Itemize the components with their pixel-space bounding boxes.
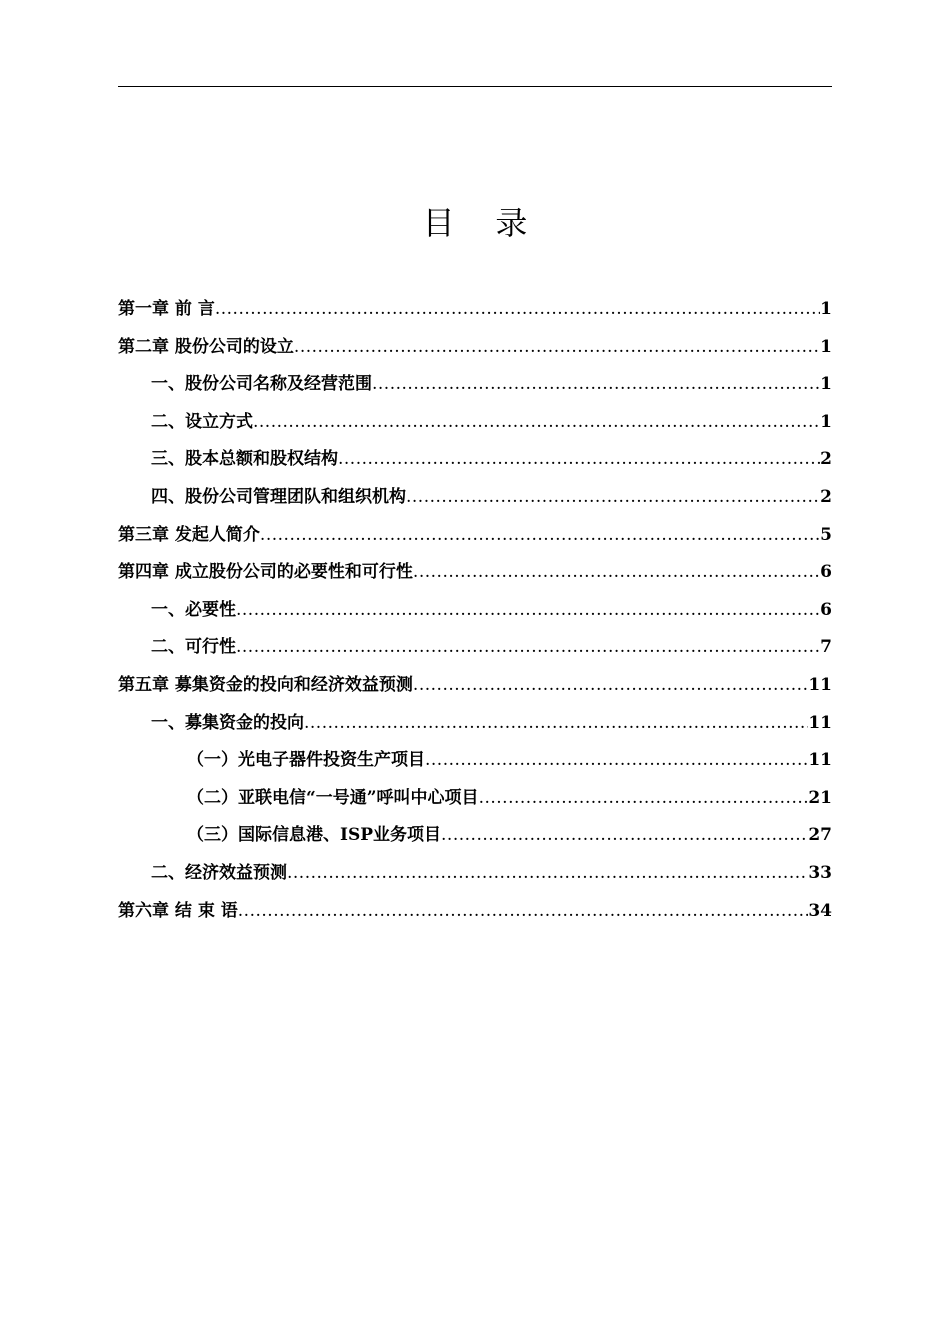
toc-entry[interactable] bbox=[118, 892, 832, 922]
toc-entry-title: 二、可行性 bbox=[151, 637, 236, 658]
toc-entry-page-number: 11 bbox=[808, 675, 832, 695]
toc-entry[interactable] bbox=[118, 854, 832, 884]
toc-entry-page-number: 5 bbox=[820, 524, 832, 545]
dot-leader bbox=[338, 448, 820, 470]
dot-leader bbox=[441, 824, 808, 846]
dot-leader bbox=[236, 599, 820, 621]
dot-leader bbox=[372, 373, 820, 395]
header-rule bbox=[118, 86, 832, 87]
dot-leader bbox=[406, 486, 820, 508]
dot-leader bbox=[215, 298, 820, 320]
toc-entry[interactable] bbox=[118, 403, 832, 433]
toc-entry-page-number: 6 bbox=[820, 599, 832, 620]
toc-entry-page-number: 1 bbox=[820, 299, 832, 319]
toc-entry-page-number: 2 bbox=[820, 449, 832, 470]
toc-entry-page-number: 34 bbox=[808, 900, 832, 921]
toc-entry-title: 二、设立方式 bbox=[151, 411, 253, 432]
toc-entry-page-number: 27 bbox=[808, 825, 832, 846]
toc-entry[interactable] bbox=[118, 478, 832, 508]
toc-entry-title: 第二章 股份公司的设立 bbox=[118, 336, 294, 357]
toc-entry[interactable] bbox=[118, 628, 832, 658]
toc-entry-page-number: 6 bbox=[820, 562, 832, 583]
toc-entry[interactable] bbox=[118, 516, 832, 546]
toc-entry-title: 第四章 成立股份公司的必要性和可行性 bbox=[118, 562, 413, 583]
toc-entry-page-number: 1 bbox=[820, 374, 832, 395]
toc-entry-title: 第六章 结 束 语 bbox=[118, 900, 238, 921]
toc-entry-title: 第五章 募集资金的投向和经济效益预测 bbox=[118, 675, 413, 695]
dot-leader bbox=[253, 411, 820, 433]
toc-entry[interactable] bbox=[118, 704, 832, 734]
dot-leader bbox=[425, 749, 808, 771]
toc-entry[interactable] bbox=[118, 779, 832, 809]
toc-entry-title: 一、必要性 bbox=[151, 599, 236, 620]
toc-entry-title: 四、股份公司管理团队和组织机构 bbox=[151, 487, 406, 507]
dot-leader bbox=[479, 787, 809, 809]
toc-entry-title: 二、经济效益预测 bbox=[151, 863, 287, 883]
dot-leader bbox=[260, 524, 820, 546]
dot-leader bbox=[294, 336, 820, 358]
dot-leader bbox=[236, 636, 820, 658]
toc-entry[interactable] bbox=[118, 440, 832, 470]
toc-entry-page-number: 11 bbox=[808, 750, 832, 771]
toc-entry[interactable] bbox=[118, 591, 832, 621]
toc-entry-title: 第一章 前 言 bbox=[118, 299, 215, 319]
toc-entry-page-number: 33 bbox=[808, 863, 832, 883]
toc-entry-page-number: 1 bbox=[820, 336, 832, 357]
toc-entry-title: 一、股份公司名称及经营范围 bbox=[151, 374, 372, 395]
toc-entry-title: （三）国际信息港、ISP业务项目 bbox=[187, 825, 442, 846]
toc-entry-page-number: 7 bbox=[820, 637, 832, 658]
toc-entry[interactable] bbox=[118, 666, 832, 696]
toc-entry[interactable] bbox=[118, 553, 832, 583]
toc-entry[interactable] bbox=[118, 290, 832, 320]
dot-leader bbox=[287, 862, 808, 884]
toc-entry[interactable] bbox=[118, 328, 832, 358]
toc-entry-title: （一）光电子器件投资生产项目 bbox=[187, 750, 425, 771]
toc-entry-page-number: 11 bbox=[808, 712, 832, 733]
toc-entry[interactable] bbox=[118, 816, 832, 846]
toc-entry-title: 第三章 发起人简介 bbox=[118, 524, 260, 545]
dot-leader bbox=[304, 712, 808, 734]
toc-entry-page-number: 21 bbox=[808, 787, 832, 808]
toc-entry-page-number: 1 bbox=[820, 411, 832, 432]
toc-entry[interactable] bbox=[118, 365, 832, 395]
page-title: 目 录 bbox=[422, 204, 528, 242]
toc-entry-title: 一、募集资金的投向 bbox=[151, 712, 304, 733]
toc-entry-title: 三、股本总额和股权结构 bbox=[151, 449, 338, 470]
toc-entry-page-number: 2 bbox=[820, 487, 832, 507]
toc-entry-title: （二）亚联电信“一号通”呼叫中心项目 bbox=[187, 787, 479, 808]
dot-leader bbox=[413, 674, 808, 696]
dot-leader bbox=[238, 900, 809, 922]
toc-entry[interactable] bbox=[118, 741, 832, 771]
dot-leader bbox=[413, 561, 820, 583]
